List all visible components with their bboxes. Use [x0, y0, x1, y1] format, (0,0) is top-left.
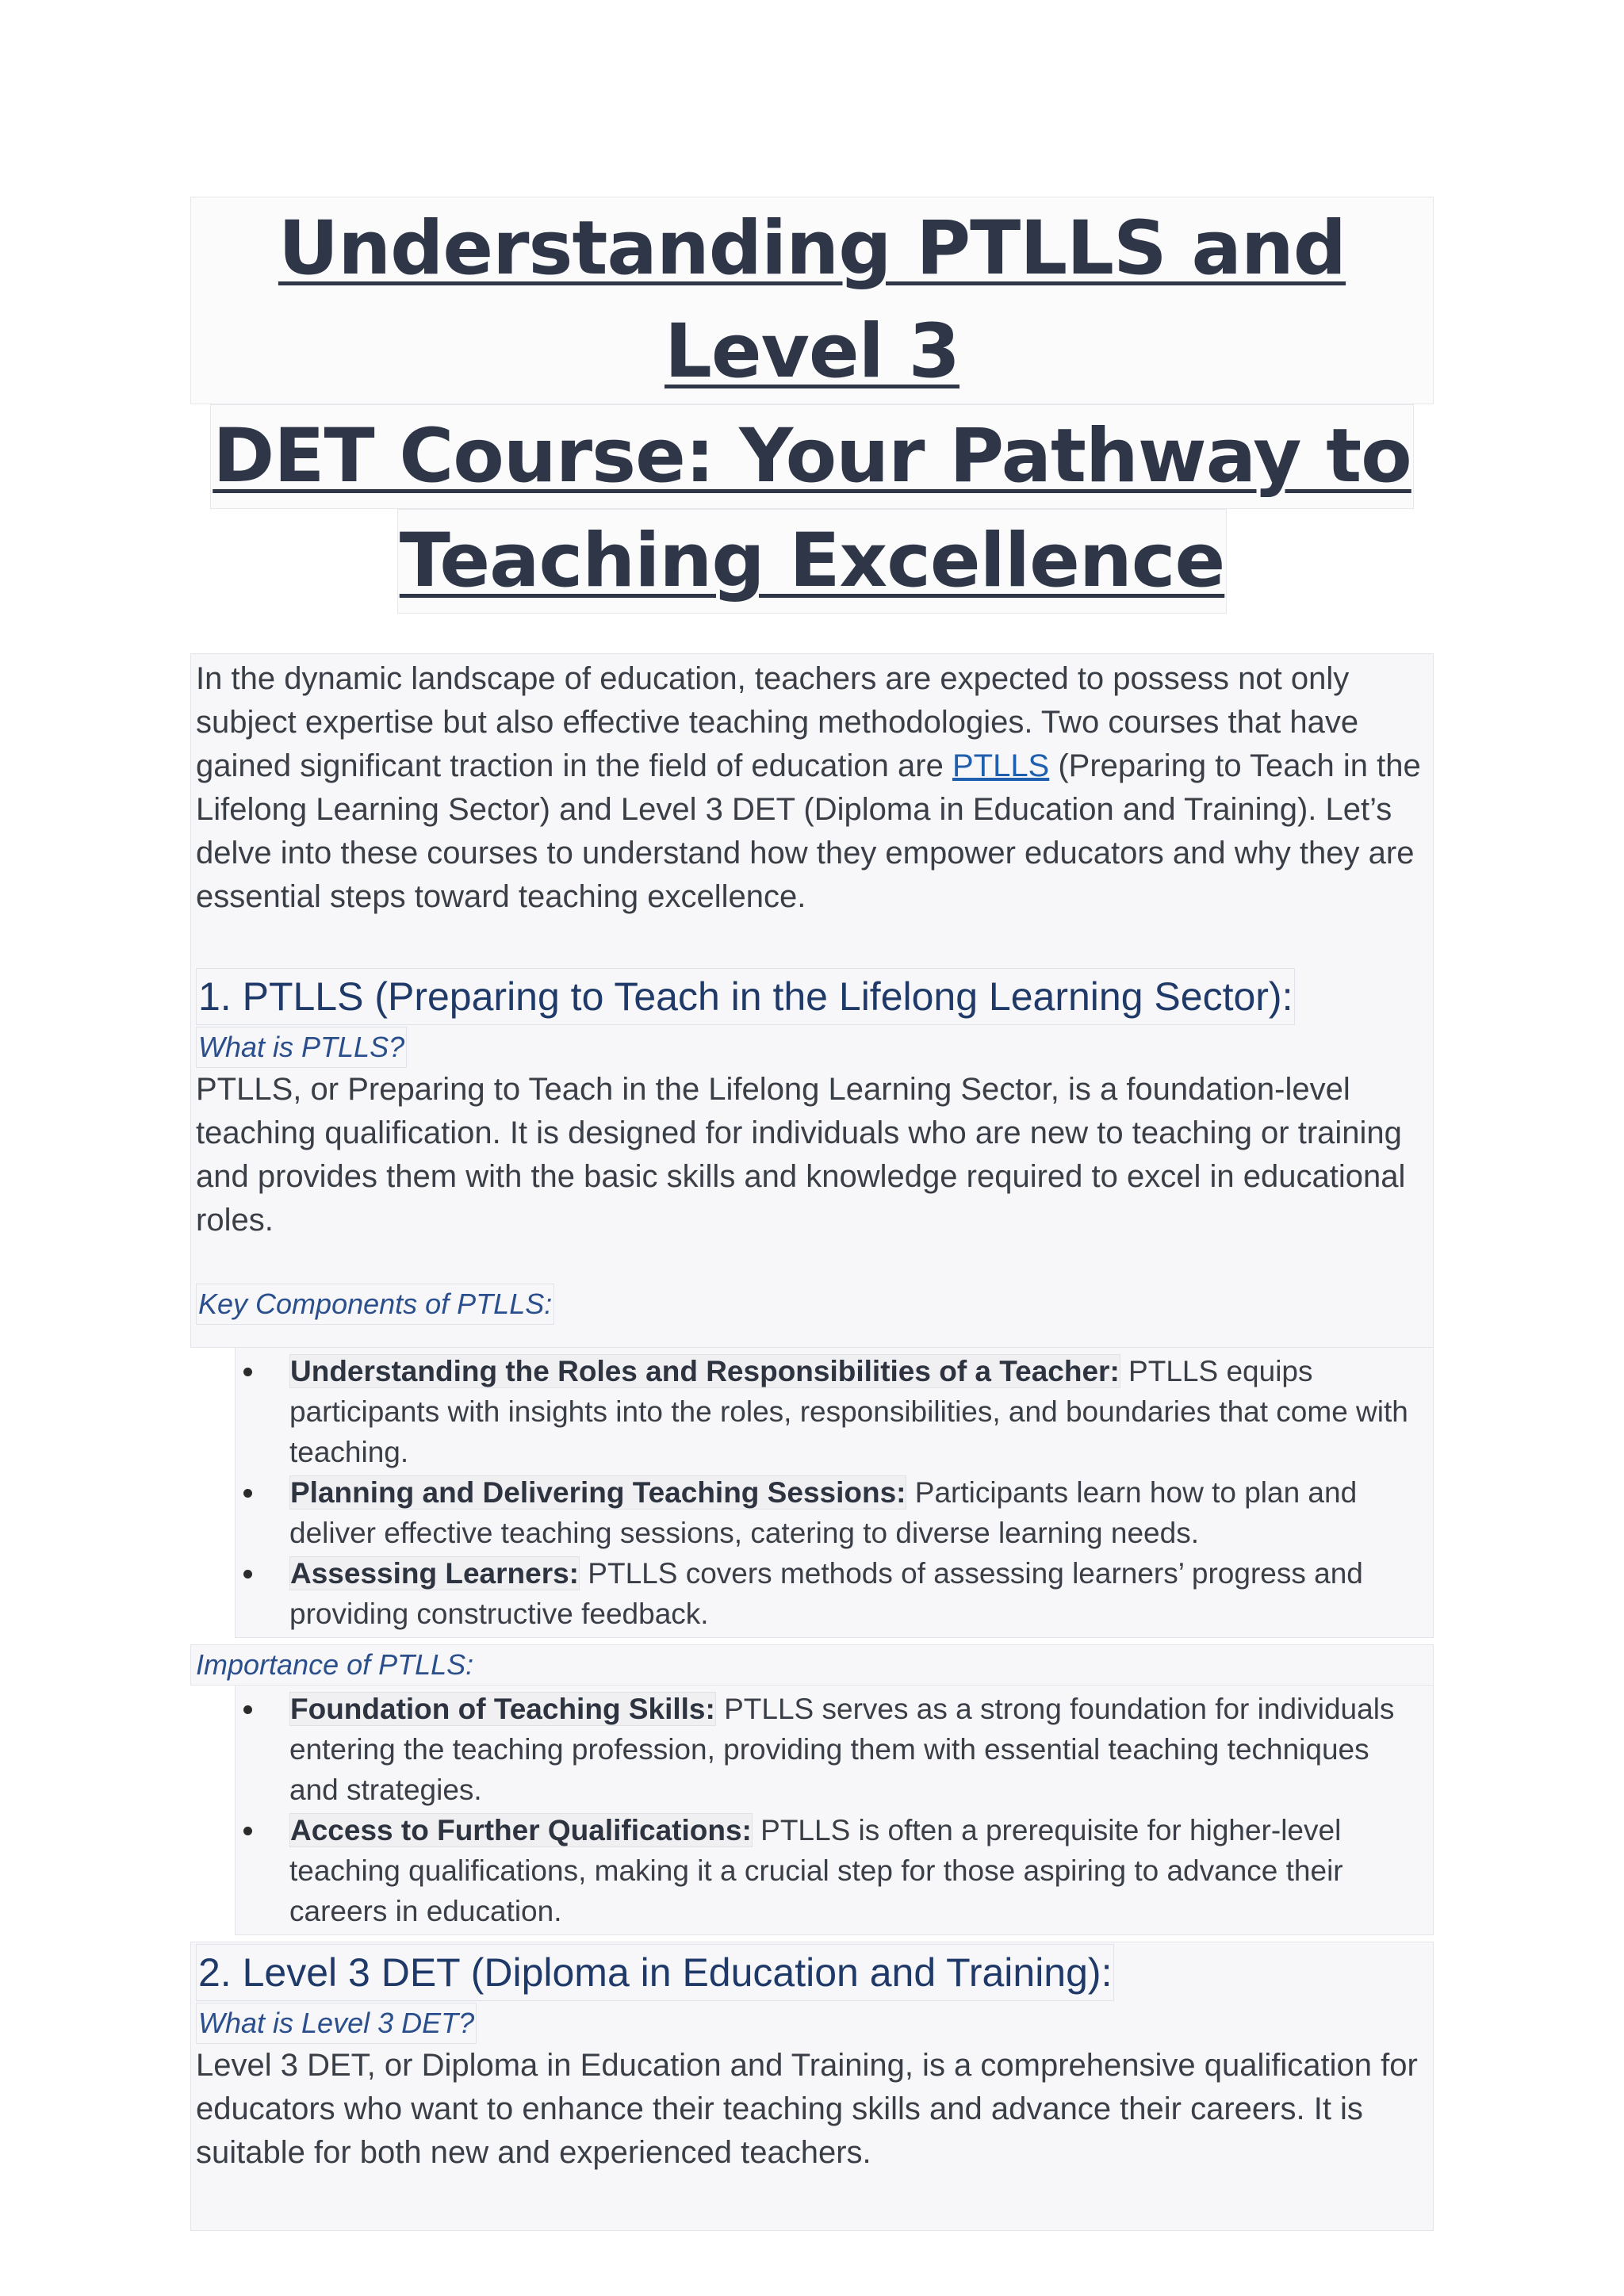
list-item-text: PTLLS equips participants with insights into the roles, responsibilities, and boundaries that come with teaching.	[289, 1355, 1408, 1468]
list-item	[289, 1472, 1417, 1553]
list-item-text: PTLLS serves as a strong foundation for individuals entering the teaching profession, providing them with essential teaching techniques and strategies.	[289, 1693, 1395, 1806]
title-line-3: Teaching Excellence	[397, 509, 1228, 614]
list-item	[289, 1689, 1417, 1810]
page-title	[190, 197, 1434, 614]
key-components-list	[236, 1348, 1433, 1637]
importance-heading: Importance of PTLLS:	[196, 1648, 474, 1681]
list-item-term: Access to Further Qualifications:	[290, 1814, 752, 1846]
list-item-term: Foundation of Teaching Skills:	[290, 1693, 715, 1725]
importance-list	[236, 1686, 1433, 1934]
key-components-heading: Key Components of PTLLS:	[196, 1284, 554, 1325]
list-item-term: Understanding the Roles and Responsibilities of a Teacher:	[290, 1355, 1120, 1387]
list-item	[289, 1351, 1417, 1472]
list-item	[289, 1553, 1417, 1634]
intro-text-end: (Preparing to Teach in the Lifelong Learning Sector) and Level 3 DET (Diploma in Education and Training). Let’s delve into these courses to understand how they empower educators and why they are essential steps toward teaching excellence.	[196, 748, 1421, 914]
section-2-block	[190, 1942, 1434, 2231]
key-components-list-block	[235, 1348, 1434, 1638]
importance-list-block	[235, 1686, 1434, 1935]
list-item-term: Assessing Learners:	[290, 1557, 580, 1590]
importance-heading-block	[190, 1644, 1434, 1686]
list-item-term: Planning and Delivering Teaching Sessions:	[290, 1476, 906, 1509]
what-is-det-heading: What is Level 3 DET?	[196, 2003, 477, 2044]
list-item-text: PTLLS covers methods of assessing learners’ progress and providing constructive feedback.	[289, 1557, 1363, 1630]
list-item-text: Participants learn how to plan and deliver effective teaching sessions, catering to diverse learning needs.	[289, 1476, 1358, 1549]
title-line-2: DET Course: Your Pathway to	[210, 404, 1414, 509]
list-item-text: PTLLS is often a prerequisite for higher-level teaching qualifications, making it a crucial step for those aspiring to advance their careers in education.	[289, 1814, 1343, 1927]
intro-block	[190, 653, 1434, 1348]
title-line-1: Understanding PTLLS and Level 3	[190, 197, 1434, 404]
intro-paragraph	[196, 657, 1428, 919]
section-2-heading: 2. Level 3 DET (Diploma in Education and Training):	[196, 1944, 1114, 2001]
intro-text-start: In the dynamic landscape of education, teachers are expected to possess not only subject expertise but also effective teaching methodologies. Two courses that have gained significant traction in the field of education are	[196, 661, 1359, 783]
what-is-ptlls-heading: What is PTLLS?	[196, 1027, 407, 1068]
document-page	[190, 197, 1434, 2231]
what-is-ptlls-text: PTLLS, or Preparing to Teach in the Lifelong Learning Sector, is a foundation-level teaching qualification. It is designed for individuals who are new to teaching or training and provides them with the basic skills and knowledge required to excel in educational roles.	[196, 1072, 1406, 1238]
section-1-heading: 1. PTLLS (Preparing to Teach in the Lifelong Learning Sector):	[196, 968, 1295, 1025]
what-is-det-text: Level 3 DET, or Diploma in Education and Training, is a comprehensive qualification for educators who want to enhance their teaching skills and advance their careers. It is suitable for both new and experienced teachers.	[196, 2048, 1418, 2170]
ptlls-link[interactable]: PTLLS	[952, 748, 1050, 783]
list-item	[289, 1810, 1417, 1931]
